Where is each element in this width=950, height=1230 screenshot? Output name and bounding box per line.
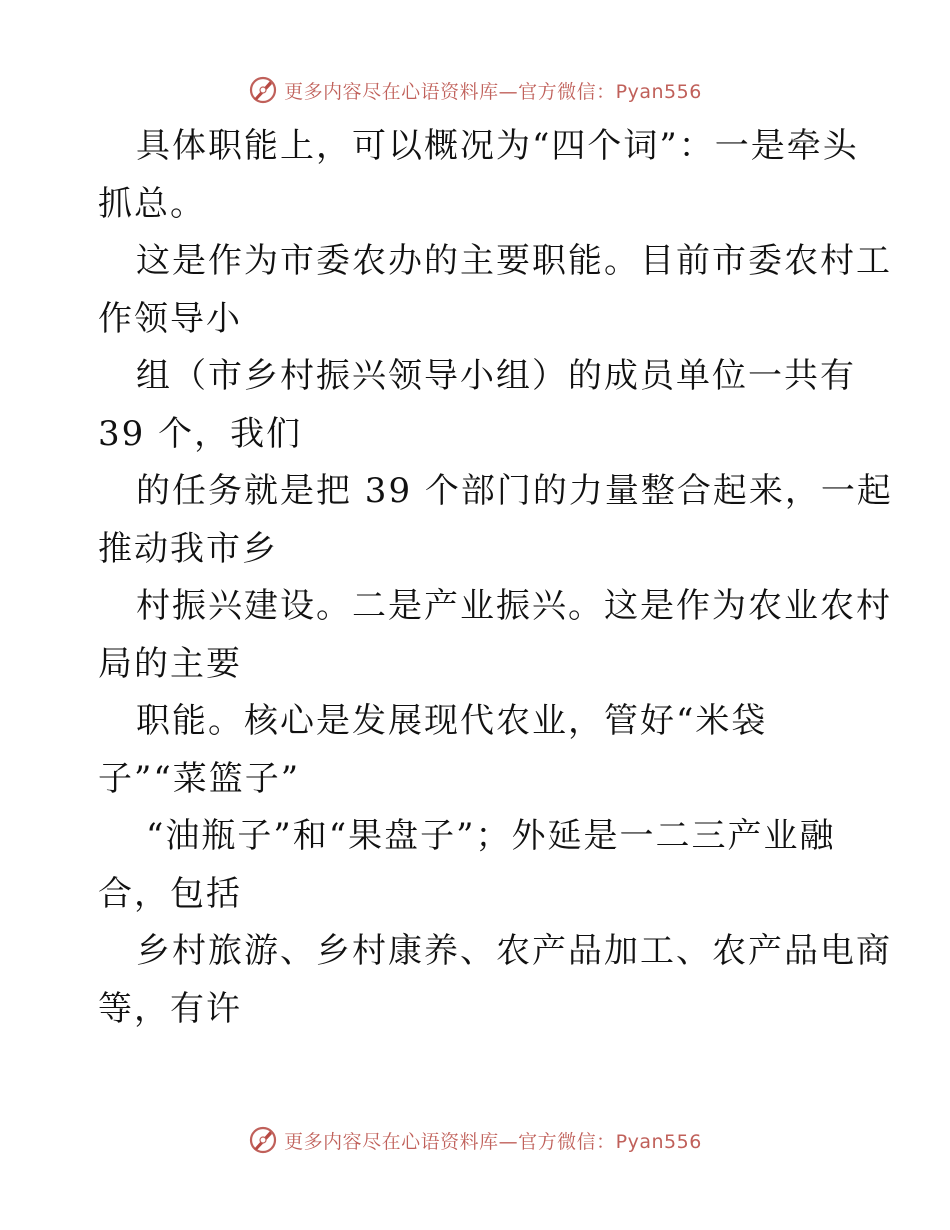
text-line: 这是作为市委农办的主要职能。目前市委农村工 <box>136 241 892 281</box>
text-line: 的任务就是把 39 个部门的力量整合起来，一起 <box>136 471 893 511</box>
footer-banner <box>0 1120 950 1160</box>
quill-circle-icon <box>248 1125 278 1155</box>
quill-circle-icon <box>248 75 278 105</box>
text-line: 推动我市乡 <box>98 528 278 569</box>
text-line: 子”“菜篮子” <box>98 758 301 799</box>
text-line: 组（市乡村振兴领导小组）的成员单位一共有 <box>136 356 856 396</box>
text-line: 作领导小 <box>98 298 242 339</box>
text-line: 合，包括 <box>98 873 242 914</box>
text-line: 局的主要 <box>98 643 242 684</box>
text-line: 具体职能上，可以概况为“四个词”：一是牵头 <box>136 126 859 166</box>
header-banner-text: 更多内容尽在心语资料库—官方微信：Pyan556 <box>284 80 702 103</box>
header-banner <box>0 70 950 110</box>
text-line: 抓总。 <box>98 183 206 224</box>
text-line: “油瓶子”和“果盘子”；外延是一二三产业融 <box>146 816 836 856</box>
text-line: 等，有许 <box>98 988 242 1029</box>
footer-banner-text: 更多内容尽在心语资料库—官方微信：Pyan556 <box>284 1130 702 1153</box>
text-line: 39 个，我们 <box>98 413 303 454</box>
text-line: 乡村旅游、乡村康养、农产品加工、农产品电商 <box>136 931 892 971</box>
text-line: 村振兴建设。二是产业振兴。这是作为农业农村 <box>136 586 892 626</box>
document-body <box>98 118 893 1038</box>
text-line: 职能。核心是发展现代农业，管好“米袋 <box>136 701 768 741</box>
